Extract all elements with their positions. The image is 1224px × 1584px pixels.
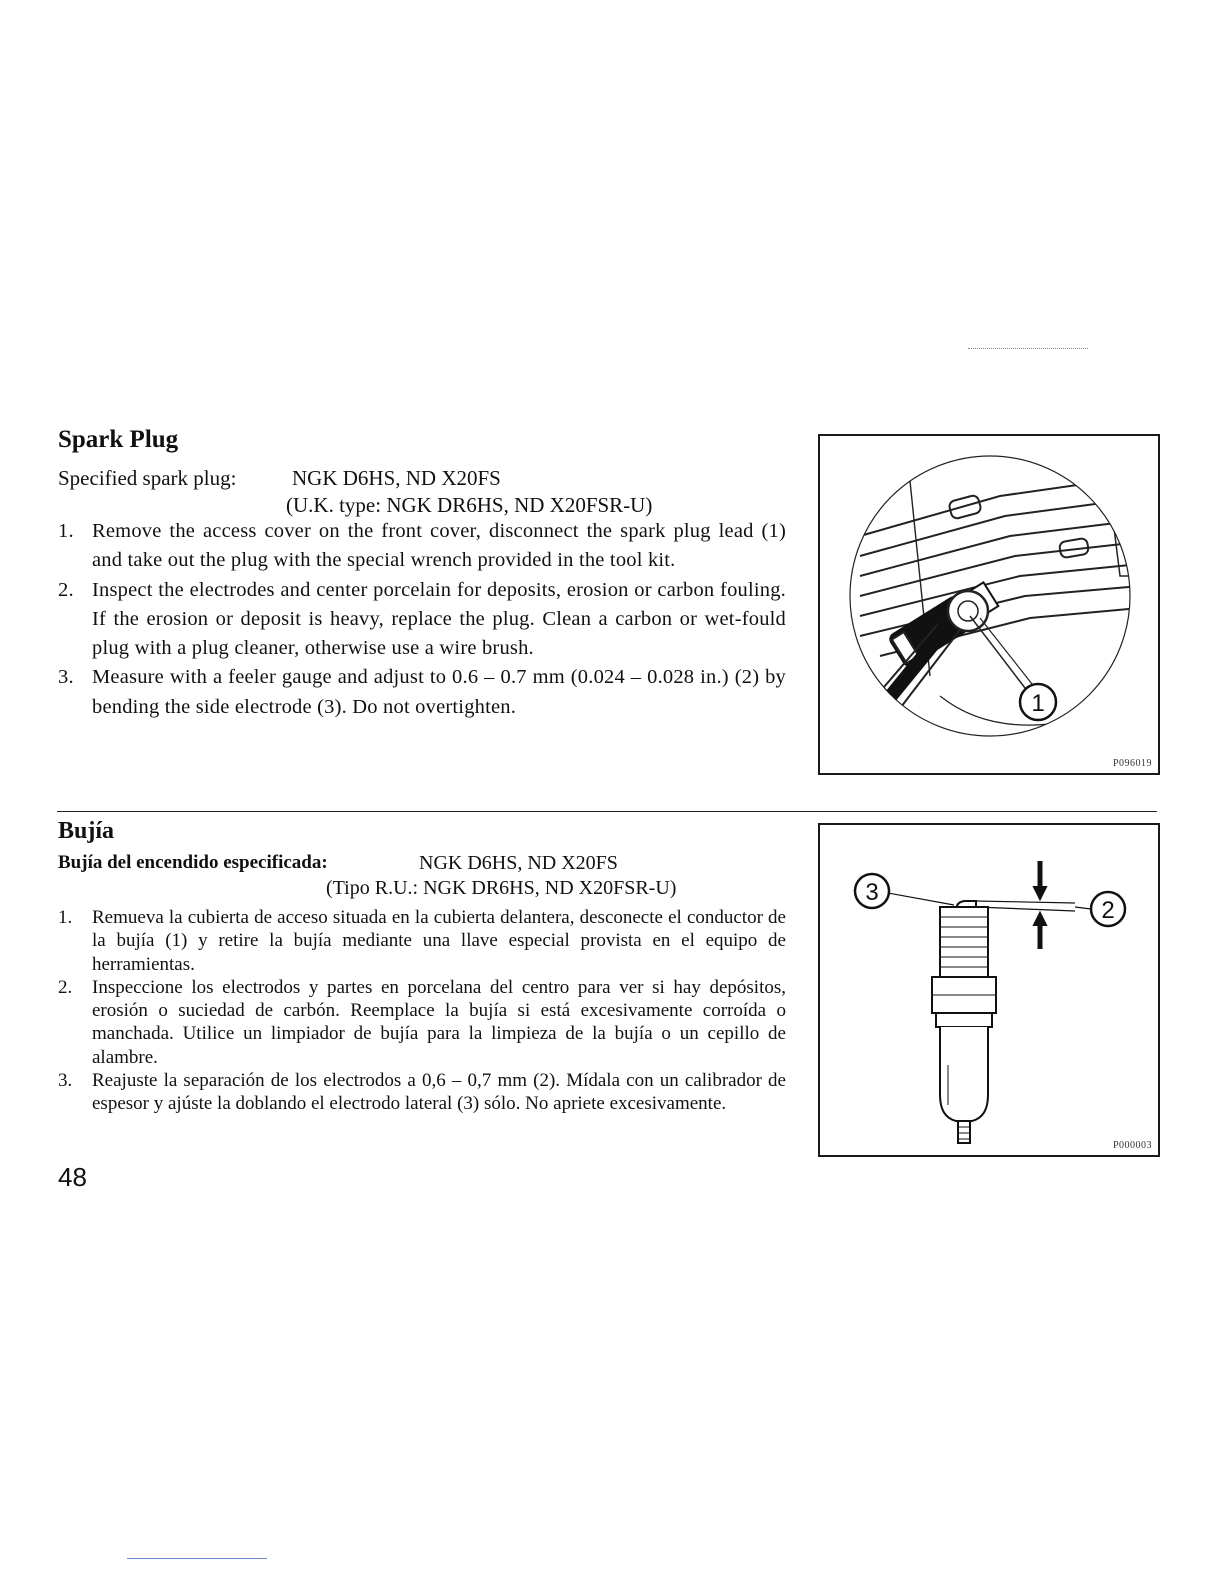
scan-line — [127, 1558, 267, 1559]
callout-1: 1 — [1031, 690, 1045, 717]
step-number: 1. — [58, 520, 74, 542]
step-text: Measure with a feeler gauge and adjust to 0.6 – 0.7 mm (0.024 – 0.028 in.) (2) by bending the side electrode (3). Do not overtighten. — [92, 666, 786, 718]
spec-value-es: NGK D6HS, ND X20FS — [419, 852, 618, 874]
section-title-en: Spark Plug — [58, 426, 179, 453]
step-text: Remueva la cubierta de acceso situada en la cubierta delantera, desconecte el conductor de la bujía (1) y retire la bujía mediante una llave especial provista en el equipo de herramientas. — [92, 907, 786, 975]
step-text: Reajuste la separación de los electrodos a 0,6 – 0,7 mm (2). Mídala con un calibrador de espesor y ajúste la doblando el electrodo lateral (3) sólo. No apriete excesivamente. — [92, 1070, 786, 1115]
step-item-es — [58, 976, 786, 1069]
page-number: 48 — [58, 1162, 87, 1192]
step-text: Remove the access cover on the front cover, disconnect the spark plug lead (1) and take out the plug with the special wrench provided in the tool kit. — [92, 520, 786, 572]
step-item-en — [58, 576, 786, 664]
step-item-en — [58, 517, 786, 576]
figure-code-1: P096019 — [1112, 758, 1152, 769]
figure-spark-plug-gap — [818, 823, 1160, 1157]
spec-label-es: Bujía del encendido especificada: — [58, 852, 328, 873]
spec-value-en: NGK D6HS, ND X20FS — [292, 466, 501, 490]
step-number: 3. — [58, 666, 74, 689]
step-number: 2. — [58, 578, 74, 601]
step-item-en — [58, 663, 786, 722]
callout-2: 2 — [1101, 897, 1115, 924]
spec-label-en: Specified spark plug: — [58, 466, 237, 490]
spec-uk-en: (U.K. type: NGK DR6HS, ND X20FSR-U) — [286, 493, 653, 517]
step-number: 2. — [58, 976, 73, 998]
step-item-es — [58, 1069, 786, 1116]
figure-code-2: P000003 — [1112, 1140, 1152, 1151]
spec-uk-es: (Tipo R.U.: NGK DR6HS, ND X20FSR-U) — [326, 877, 677, 899]
figure-wrench-removal — [818, 434, 1160, 775]
steps-list-en — [58, 517, 786, 722]
step-number: 3. — [58, 1070, 73, 1092]
steps-list-es — [58, 906, 786, 1116]
step-text: Inspeccione los electrodos y partes en porcelana del centro para ver si hay depósitos, erosión o suciedad de carbón. Reemplace la bujía si está excesivamente corroída o manchada. Utilice un limpiador de bujía para la limpieza de la bujía o un cepillo de alambre. — [92, 976, 786, 1068]
spark-plug-illustration — [820, 825, 1158, 1155]
scan-mark — [968, 348, 1088, 349]
callout-3: 3 — [865, 879, 879, 906]
section-title-es: Bujía — [58, 818, 115, 844]
step-item-es — [58, 906, 786, 976]
step-number: 1. — [58, 907, 73, 928]
wrench-illustration — [820, 436, 1158, 773]
step-text: Inspect the electrodes and center porcelain for deposits, erosion or carbon fouling. If the erosion or deposit is heavy, replace the plug. Clean a carbon or wet-fould plug with a plug cleaner, otherwise use a wire brush. — [92, 578, 786, 660]
section-divider — [57, 811, 1157, 812]
